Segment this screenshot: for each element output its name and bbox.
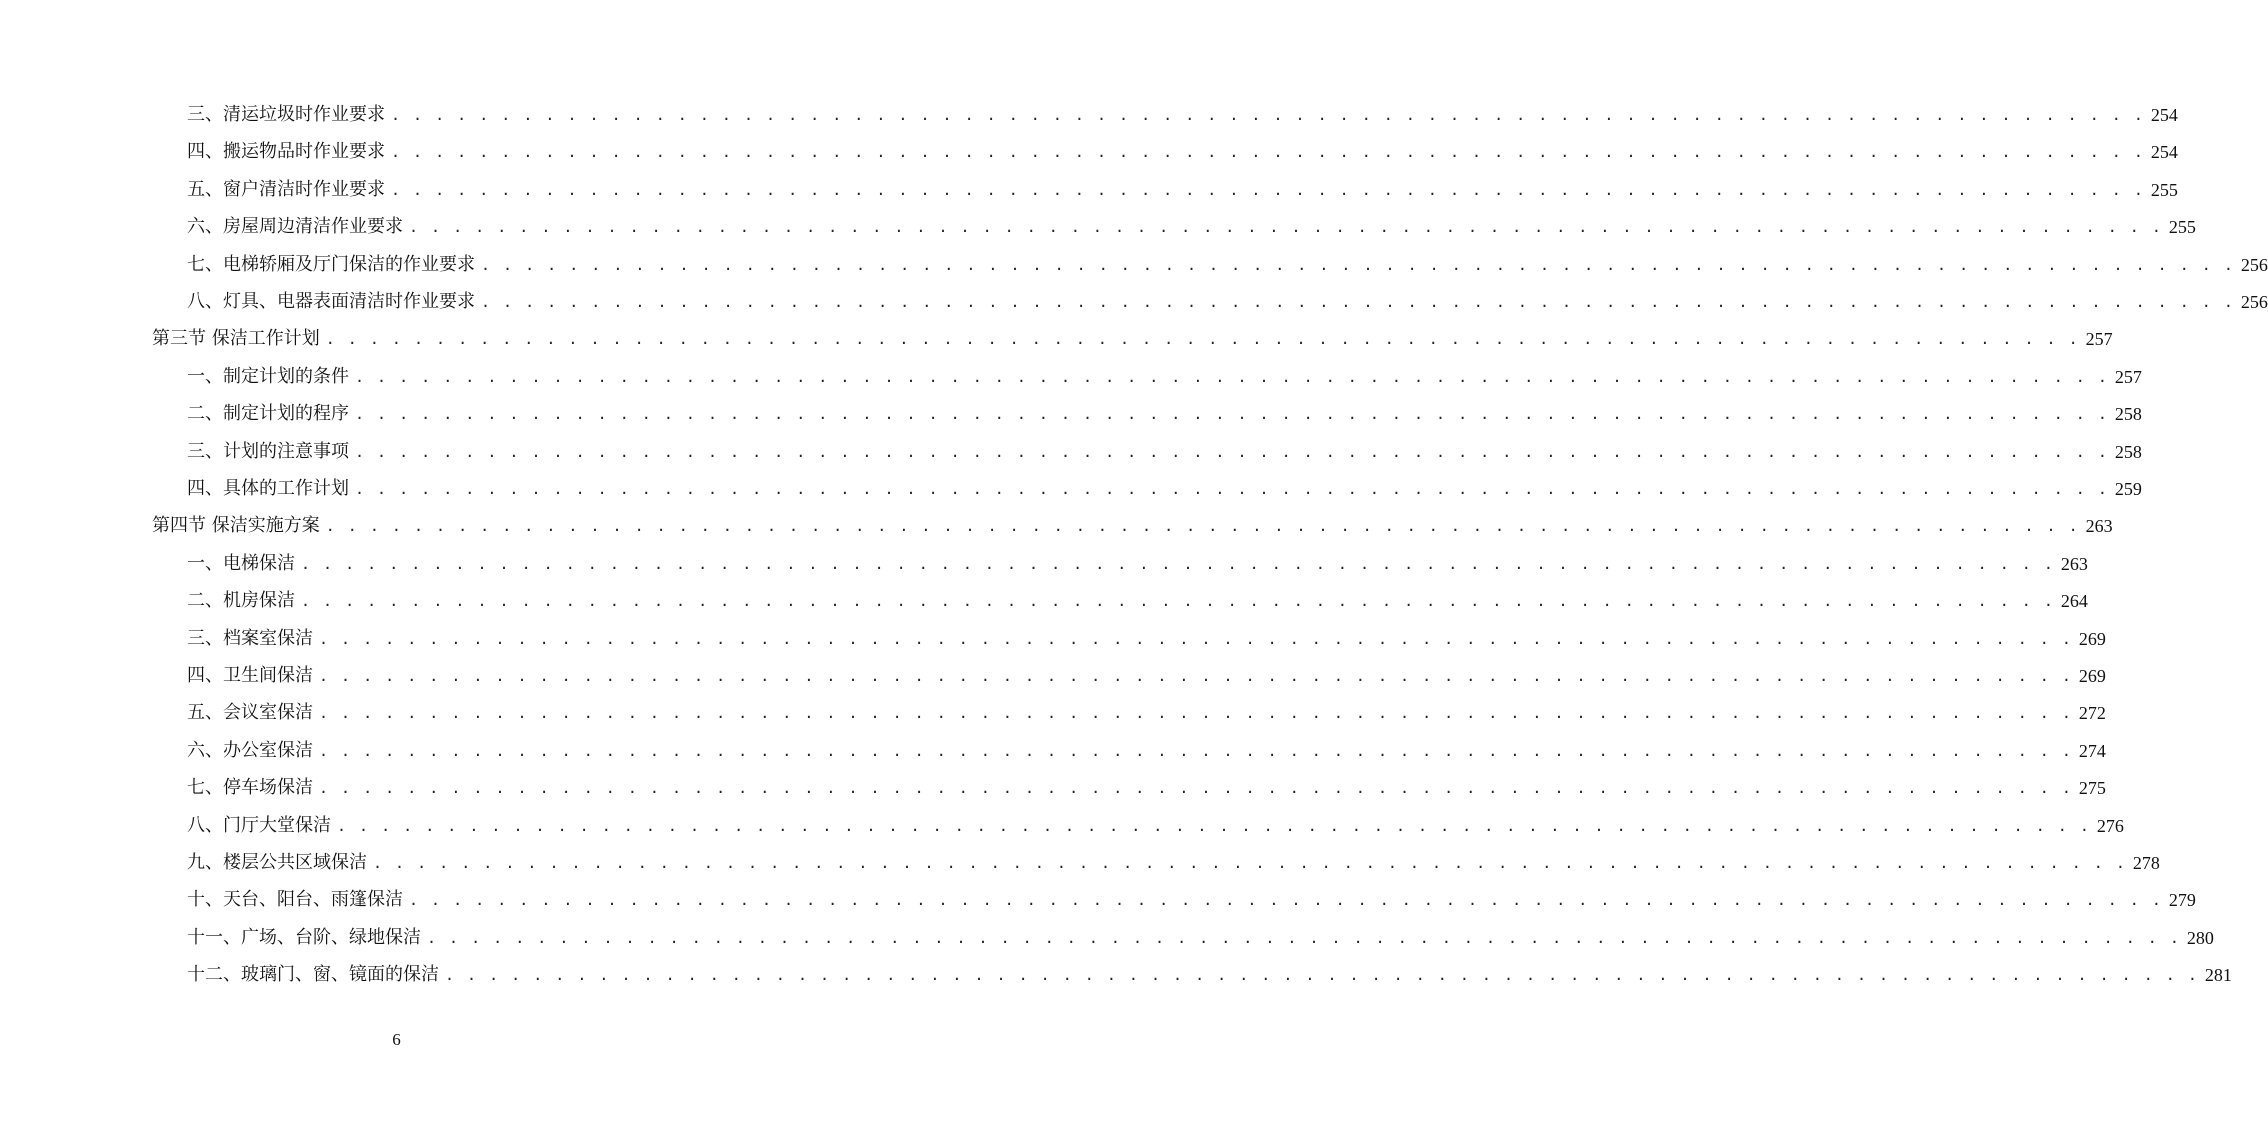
toc-entry-title: 二、机房保洁 [187, 590, 295, 612]
toc-entry[interactable] [187, 437, 2142, 467]
toc-dot-leader: . . . . . . . . . . . . . . . . . . . . . . . . . . . . . . . . . . . . . . . . . . . . . . . . . . . . . . . . . . . . . . . . . . . . . . . . . . . . . . . . [481, 255, 2235, 274]
toc-entry-page: 280 [2186, 927, 2214, 948]
toc-entry[interactable] [187, 586, 2088, 616]
toc-entry[interactable] [152, 324, 2113, 354]
toc-entry-page: 279 [2168, 890, 2196, 911]
toc-entry[interactable] [187, 624, 2106, 654]
toc-entry-title: 七、停车场保洁 [187, 777, 313, 799]
toc-entry-page: 255 [2168, 217, 2196, 238]
toc-dot-leader: . . . . . . . . . . . . . . . . . . . . . . . . . . . . . . . . . . . . . . . . . . . . . . . . . . . . . . . . . . . . . . . . . . . . . . . . . . . . . . . . [355, 367, 2109, 386]
toc-dot-leader: . . . . . . . . . . . . . . . . . . . . . . . . . . . . . . . . . . . . . . . . . . . . . . . . . . . . . . . . . . . . . . . . . . . . . . . . . . . . . . . . [319, 779, 2073, 798]
toc-entry-page: 258 [2114, 441, 2142, 462]
toc-entry[interactable] [152, 511, 2113, 541]
toc-dot-leader: . . . . . . . . . . . . . . . . . . . . . . . . . . . . . . . . . . . . . . . . . . . . . . . . . . . . . . . . . . . . . . . . . . . . . . . . . . . . . . . . [325, 517, 2080, 536]
toc-dot-leader: . . . . . . . . . . . . . . . . . . . . . . . . . . . . . . . . . . . . . . . . . . . . . . . . . . . . . . . . . . . . . . . . . . . . . . . . . . . . . . . . [355, 442, 2109, 461]
toc-entry-page: 274 [2078, 740, 2106, 761]
toc-entry[interactable] [187, 362, 2142, 392]
toc-dot-leader: . . . . . . . . . . . . . . . . . . . . . . . . . . . . . . . . . . . . . . . . . . . . . . . . . . . . . . . . . . . . . . . . . . . . . . . . . . . . . . . . [325, 330, 2080, 349]
toc-entry-page: 258 [2114, 404, 2142, 425]
toc-entry-title: 十、天台、阳台、雨篷保洁 [187, 889, 403, 911]
toc-entry[interactable] [187, 287, 2268, 317]
toc-entry-title: 五、会议室保洁 [187, 702, 313, 724]
toc-entry-page: 276 [2096, 815, 2124, 836]
toc-entry[interactable] [187, 885, 2196, 915]
toc-dot-leader: . . . . . . . . . . . . . . . . . . . . . . . . . . . . . . . . . . . . . . . . . . . . . . . . . . . . . . . . . . . . . . . . . . . . . . . . . . . . . . . . [481, 293, 2235, 311]
toc-entry[interactable] [187, 811, 2124, 841]
toc-dot-leader: . . . . . . . . . . . . . . . . . . . . . . . . . . . . . . . . . . . . . . . . . . . . . . . . . . . . . . . . . . . . . . . . . . . . . . . . . . . . . . . . [355, 480, 2109, 498]
toc-entry[interactable] [187, 175, 2178, 205]
toc-dot-leader: . . . . . . . . . . . . . . . . . . . . . . . . . . . . . . . . . . . . . . . . . . . . . . . . . . . . . . . . . . . . . . . . . . . . . . . . . . . . . . . . [319, 704, 2073, 723]
toc-entry-title: 九、楼层公共区域保洁 [187, 852, 367, 873]
toc-dot-leader: . . . . . . . . . . . . . . . . . . . . . . . . . . . . . . . . . . . . . . . . . . . . . . . . . . . . . . . . . . . . . . . . . . . . . . . . . . . . . . . . [391, 143, 2145, 162]
toc-dot-leader: . . . . . . . . . . . . . . . . . . . . . . . . . . . . . . . . . . . . . . . . . . . . . . . . . . . . . . . . . . . . . . . . . . . . . . . . . . . . . . . . [445, 966, 2199, 985]
toc-entry-title: 第三节 保洁工作计划 [152, 328, 320, 350]
toc-dot-leader: . . . . . . . . . . . . . . . . . . . . . . . . . . . . . . . . . . . . . . . . . . . . . . . . . . . . . . . . . . . . . . . . . . . . . . . . . . . . . . . . [391, 180, 2145, 199]
toc-entry-page: 256 [2240, 292, 2268, 312]
toc-entry-title: 三、清运垃圾时作业要求 [187, 104, 385, 125]
toc-entry-page: 275 [2078, 778, 2106, 799]
toc-entry[interactable] [187, 100, 2178, 130]
toc-entry-page: 257 [2114, 366, 2142, 387]
toc-entry-title: 七、电梯轿厢及厅门保洁的作业要求 [187, 253, 475, 275]
toc-dot-leader: . . . . . . . . . . . . . . . . . . . . . . . . . . . . . . . . . . . . . . . . . . . . . . . . . . . . . . . . . . . . . . . . . . . . . . . . . . . . . . . . [427, 928, 2181, 947]
page-number: 6 [392, 1030, 401, 1049]
toc-entry[interactable] [187, 773, 2106, 803]
toc-entry[interactable] [187, 960, 2232, 990]
toc-entry-page: 254 [2150, 142, 2178, 163]
toc-entry-page: 256 [2240, 254, 2268, 275]
toc-entry-title: 三、档案室保洁 [187, 627, 313, 649]
toc-entry-page: 263 [2060, 553, 2088, 574]
toc-entry[interactable] [187, 474, 2142, 504]
toc-entry-page: 269 [2078, 666, 2106, 686]
toc-dot-leader: . . . . . . . . . . . . . . . . . . . . . . . . . . . . . . . . . . . . . . . . . . . . . . . . . . . . . . . . . . . . . . . . . . . . . . . . . . . . . . . . [319, 629, 2073, 648]
toc-dot-leader: . . . . . . . . . . . . . . . . . . . . . . . . . . . . . . . . . . . . . . . . . . . . . . . . . . . . . . . . . . . . . . . . . . . . . . . . . . . . . . . . [373, 854, 2127, 872]
toc-entry[interactable] [187, 212, 2196, 242]
toc-entry[interactable] [187, 923, 2214, 953]
toc-dot-leader: . . . . . . . . . . . . . . . . . . . . . . . . . . . . . . . . . . . . . . . . . . . . . . . . . . . . . . . . . . . . . . . . . . . . . . . . . . . . . . . . [301, 554, 2055, 573]
toc-entry[interactable] [187, 698, 2106, 728]
toc-dot-leader: . . . . . . . . . . . . . . . . . . . . . . . . . . . . . . . . . . . . . . . . . . . . . . . . . . . . . . . . . . . . . . . . . . . . . . . . . . . . . . . . [319, 667, 2073, 685]
toc-dot-leader: . . . . . . . . . . . . . . . . . . . . . . . . . . . . . . . . . . . . . . . . . . . . . . . . . . . . . . . . . . . . . . . . . . . . . . . . . . . . . . . . [301, 592, 2055, 611]
toc-dot-leader: . . . . . . . . . . . . . . . . . . . . . . . . . . . . . . . . . . . . . . . . . . . . . . . . . . . . . . . . . . . . . . . . . . . . . . . . . . . . . . . . [409, 218, 2163, 237]
toc-entry-title: 十一、广场、台阶、绿地保洁 [187, 926, 421, 948]
toc-entry-page: 259 [2114, 479, 2142, 499]
toc-dot-leader: . . . . . . . . . . . . . . . . . . . . . . . . . . . . . . . . . . . . . . . . . . . . . . . . . . . . . . . . . . . . . . . . . . . . . . . . . . . . . . . . [337, 816, 2091, 835]
toc-entry-title: 六、办公室保洁 [187, 739, 313, 761]
toc-entry-page: 281 [2204, 965, 2232, 986]
toc-entry[interactable] [187, 250, 2268, 280]
toc-dot-leader: . . . . . . . . . . . . . . . . . . . . . . . . . . . . . . . . . . . . . . . . . . . . . . . . . . . . . . . . . . . . . . . . . . . . . . . . . . . . . . . . [391, 106, 2145, 124]
toc-dot-leader: . . . . . . . . . . . . . . . . . . . . . . . . . . . . . . . . . . . . . . . . . . . . . . . . . . . . . . . . . . . . . . . . . . . . . . . . . . . . . . . . [319, 741, 2073, 760]
toc-entry-title: 四、具体的工作计划 [187, 478, 349, 499]
toc-entry-page: 269 [2078, 628, 2106, 649]
toc-entry-title: 四、搬运物品时作业要求 [187, 141, 385, 163]
toc-entry[interactable] [187, 736, 2106, 766]
toc-entry-page: 272 [2078, 703, 2106, 724]
toc-entry-title: 五、窗户清洁时作业要求 [187, 178, 385, 200]
toc-entry[interactable] [187, 661, 2106, 691]
toc-dot-leader: . . . . . . . . . . . . . . . . . . . . . . . . . . . . . . . . . . . . . . . . . . . . . . . . . . . . . . . . . . . . . . . . . . . . . . . . . . . . . . . . [409, 891, 2163, 910]
toc-entry-page: 263 [2085, 516, 2113, 537]
toc-entry[interactable] [187, 399, 2142, 429]
toc-entry-page: 264 [2060, 591, 2088, 612]
toc-entry[interactable] [187, 549, 2088, 579]
toc-entry-title: 八、门厅大堂保洁 [187, 814, 331, 836]
toc-entry-title: 十二、玻璃门、窗、镜面的保洁 [187, 964, 439, 986]
toc-entry-title: 一、制定计划的条件 [187, 365, 349, 387]
toc-entry-page: 255 [2150, 179, 2178, 200]
toc-entry-title: 一、电梯保洁 [187, 552, 295, 574]
toc-entry[interactable] [187, 137, 2178, 167]
toc-entry-title: 八、灯具、电器表面清洁时作业要求 [187, 291, 475, 312]
toc-entry-title: 三、计划的注意事项 [187, 440, 349, 462]
toc-entry-page: 257 [2085, 329, 2113, 350]
toc-entry-title: 四、卫生间保洁 [187, 665, 313, 686]
toc-dot-leader: . . . . . . . . . . . . . . . . . . . . . . . . . . . . . . . . . . . . . . . . . . . . . . . . . . . . . . . . . . . . . . . . . . . . . . . . . . . . . . . . [355, 405, 2109, 424]
toc-entry[interactable] [187, 848, 2160, 878]
toc-entry-title: 六、房屋周边清洁作业要求 [187, 216, 403, 238]
toc-entry-title: 第四节 保洁实施方案 [152, 515, 320, 537]
toc-entry-page: 254 [2150, 105, 2178, 125]
toc-entry-page: 278 [2132, 853, 2160, 873]
toc-entry-title: 二、制定计划的程序 [187, 403, 349, 425]
